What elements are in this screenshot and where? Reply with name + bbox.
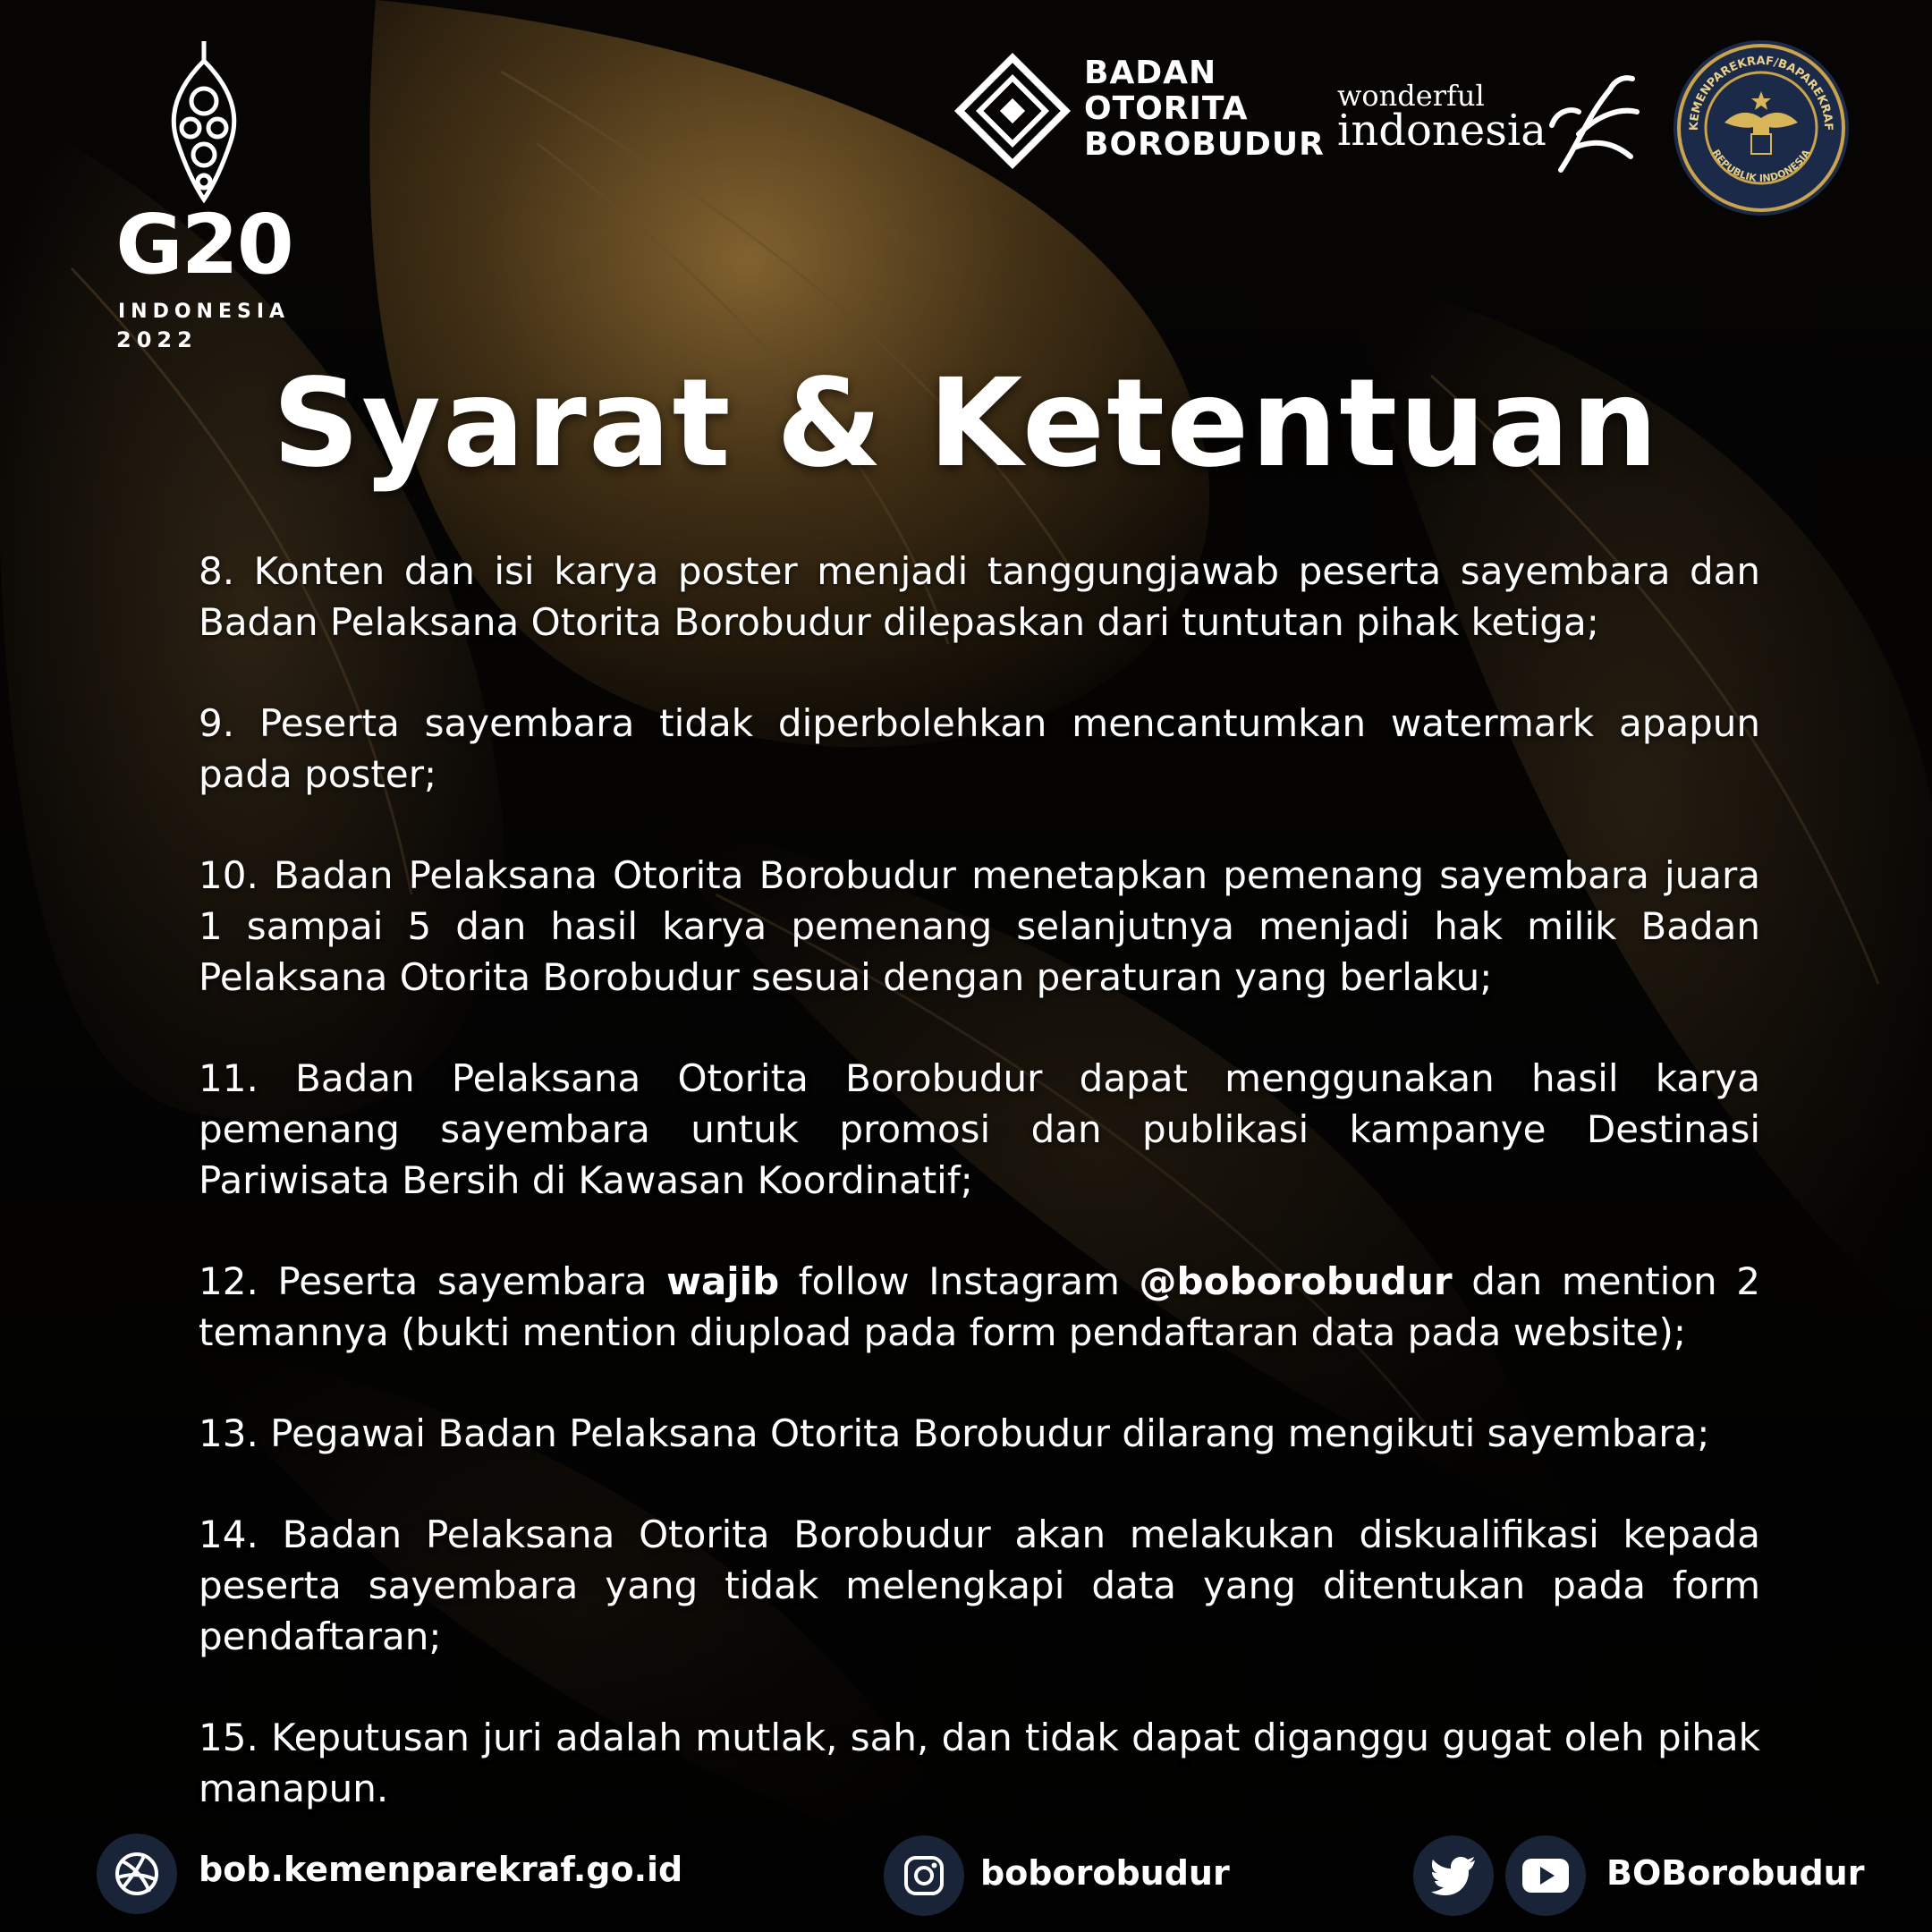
instagram-icon[interactable]	[884, 1835, 964, 1916]
g20-year: 2022	[116, 327, 198, 352]
g20-logo	[106, 34, 302, 352]
term-item: 13. Pegawai Badan Pelaksana Otorita Borobudur dilarang mengikuti sayembara;	[199, 1411, 1710, 1455]
term-bold-wajib: wajib	[666, 1259, 780, 1303]
instagram-link[interactable]: boborobudur	[980, 1853, 1230, 1893]
bob-line2: OTORITA	[1084, 90, 1249, 127]
twitter-icon[interactable]	[1413, 1835, 1494, 1916]
wi-line1: wonderful	[1337, 79, 1485, 113]
term-text: follow Instagram	[779, 1259, 1140, 1303]
dribbble-icon[interactable]	[97, 1834, 177, 1914]
wonderful-indonesia-logo	[1337, 63, 1641, 197]
term-item	[199, 1256, 1760, 1358]
bob-emblem-icon	[957, 55, 1068, 166]
term-item: 15. Keputusan juri adalah mutlak, sah, dan tidak dapat diganggu gugat oleh pihak manapun.	[199, 1716, 1760, 1810]
youtube-icon[interactable]	[1505, 1835, 1586, 1916]
bob-line3: BOROBUDUR	[1084, 126, 1325, 163]
term-text: dan mention 2 temannya (bukti mention diupload pada form pendaftaran data pada website);	[199, 1259, 1760, 1354]
g20-ornament-icon	[106, 34, 302, 204]
wi-line2: indonesia	[1337, 106, 1546, 156]
seal-bottom-text: REPUBLIK INDONESIA	[1709, 147, 1813, 185]
kemenparekraf-seal	[1671, 38, 1852, 218]
g20-country: INDONESIA	[117, 301, 291, 323]
garuda-bird-icon	[1525, 63, 1641, 188]
website-link[interactable]: bob.kemenparekraf.go.id	[199, 1850, 683, 1889]
term-item: 14. Badan Pelaksana Otorita Borobudur akan melakukan diskualifikasi kepada peserta sayembara yang tidak melengkapi data yang ditentukan pada form pendaftaran;	[199, 1513, 1760, 1658]
term-item: 10. Badan Pelaksana Otorita Borobudur menetapkan pemenang sayembara juara 1 sampai 5 dan hasil karya pemenang selanjutnya menjadi hak milik Badan Pelaksana Otorita Borobudur sesuai dengan peraturan yang berlaku;	[199, 853, 1760, 999]
seal-top-text: KEMENPAREKRAF/BAPAREKRAF	[1687, 54, 1835, 131]
term-item: 8. Konten dan isi karya poster menjadi tanggungjawab peserta sayembara dan Badan Pelaksana Otorita Borobudur dilepaskan dari tuntutan pihak ketiga;	[199, 549, 1760, 644]
term-text: 12. Peserta sayembara	[199, 1259, 667, 1303]
page-title: Syarat & Ketentuan	[272, 353, 1660, 495]
g20-wordmark: G20	[115, 197, 292, 292]
term-item: 9. Peserta sayembara tidak diperbolehkan mencantumkan watermark apapun pada poster;	[199, 701, 1760, 796]
bob-line1: BADAN	[1084, 55, 1217, 91]
bob-logo	[957, 55, 1325, 172]
social-handle[interactable]: BOBorobudur	[1606, 1853, 1865, 1893]
term-item: 11. Badan Pelaksana Otorita Borobudur dapat menggunakan hasil karya pemenang sayembara untuk promosi dan publikasi kampanye Destinasi Pariwisata Bersih di Kawasan Koordinatif;	[199, 1056, 1760, 1202]
instagram-handle: @boborobudur	[1139, 1259, 1453, 1303]
footer	[0, 1834, 1932, 1932]
terms-list	[199, 546, 1760, 1810]
